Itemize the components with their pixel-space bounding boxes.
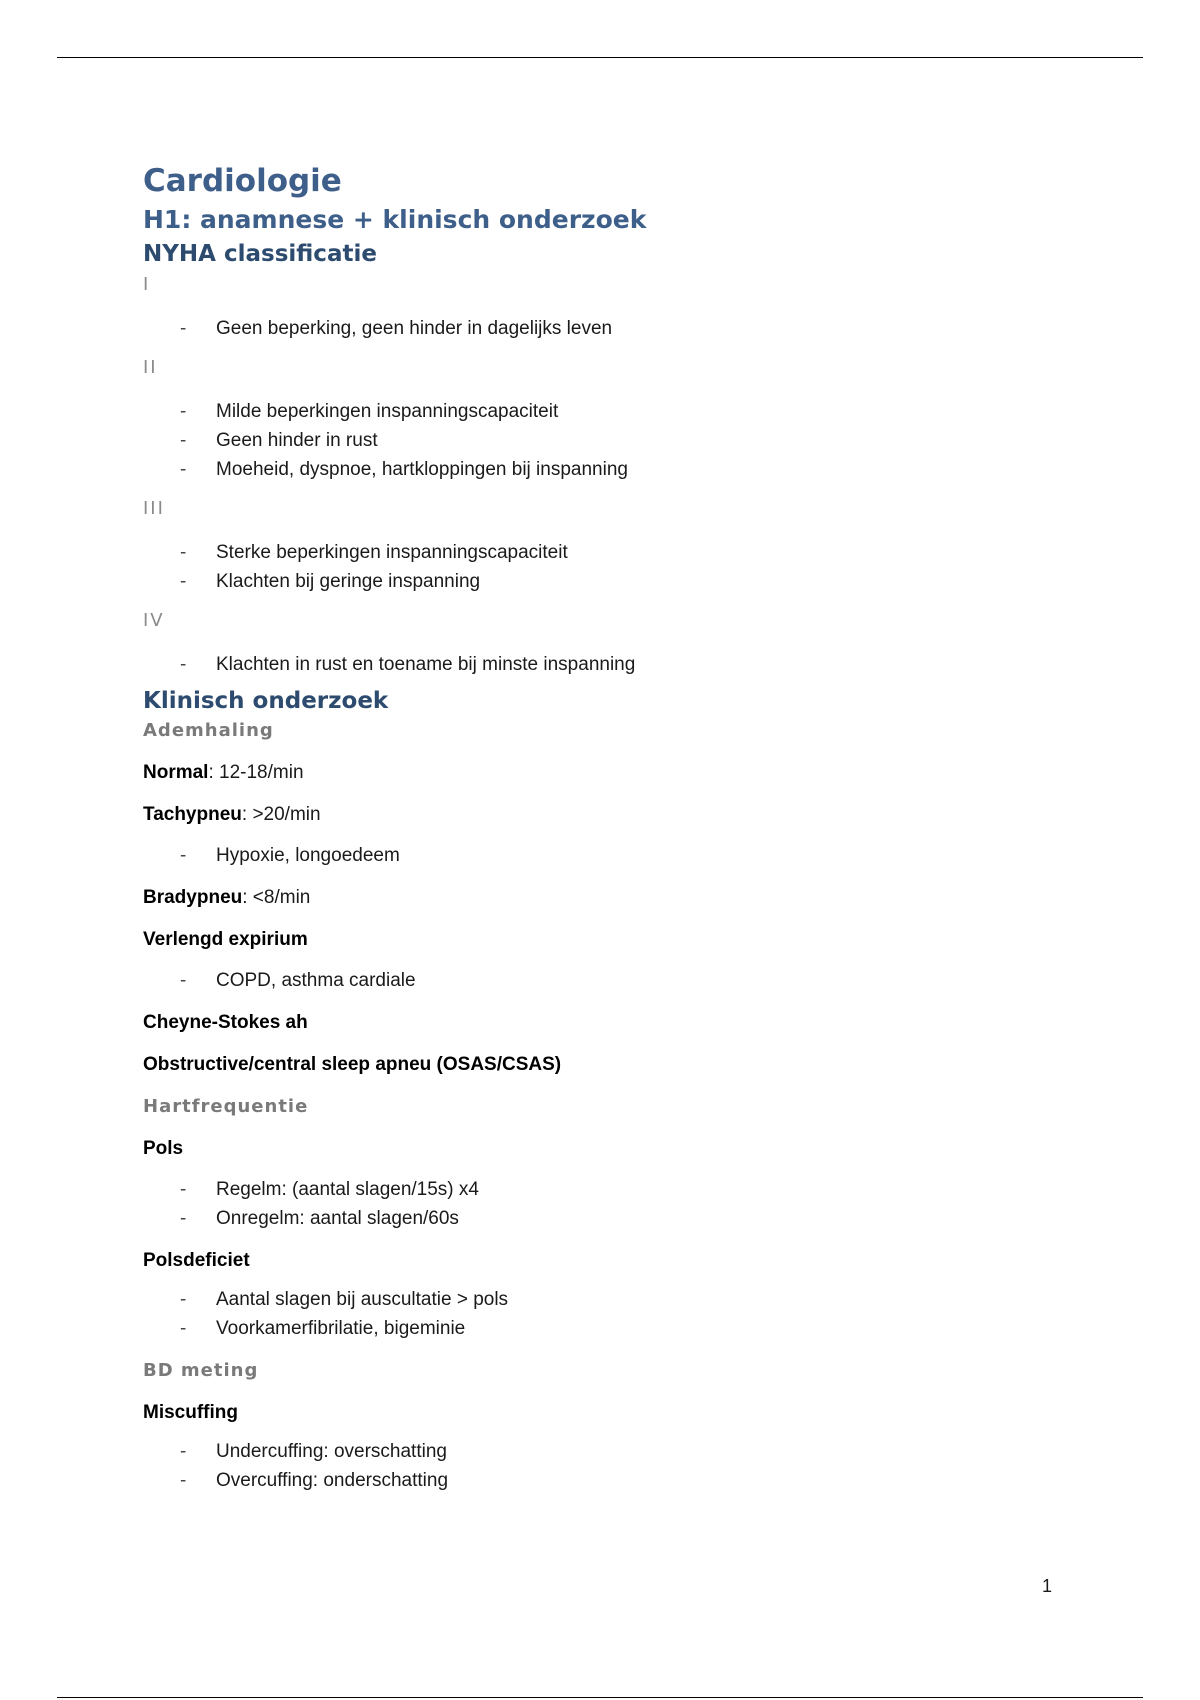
dash-marker: - [180, 1470, 187, 1491]
list-item: - Milde beperkingen inspanningscapaciteit [143, 397, 1063, 426]
polsdeficiet-list [143, 1285, 1063, 1343]
nyha-level-label: III [143, 498, 165, 519]
list-item: - Geen beperking, geen hinder in dagelijks leven [143, 314, 1063, 343]
list-item: - Onregelm: aantal slagen/60s [143, 1204, 1063, 1233]
list-item: - Aantal slagen bij auscultatie > pols [143, 1285, 1063, 1314]
dash-marker: - [180, 459, 187, 480]
list-item: - Voorkamerfibrilatie, bigeminie [143, 1314, 1063, 1343]
dash-marker: - [180, 1208, 187, 1229]
pols-line: Pols [143, 1138, 184, 1159]
list-item: - Geen hinder in rust [143, 426, 1063, 455]
miscuffing-list [143, 1437, 1063, 1495]
dash-marker: - [180, 970, 187, 991]
nyha-level-label: IV [143, 610, 165, 631]
dash-marker: - [180, 571, 187, 592]
tachypneu-line: Tachypneu: >20/min [143, 804, 321, 825]
dash-marker: - [180, 1441, 187, 1462]
list-item: - Sterke beperkingen inspanningscapaciteit [143, 538, 1063, 567]
nyha-level-list [143, 538, 1063, 596]
dash-marker: - [180, 542, 187, 563]
hartfrequentie-heading: Hartfrequentie [143, 1096, 309, 1117]
list-item: - Klachten bij geringe inspanning [143, 567, 1063, 596]
header-rule [57, 57, 1143, 58]
document-title: Cardiologie [143, 163, 342, 199]
miscuffing-line: Miscuffing [143, 1402, 238, 1423]
dash-marker: - [180, 401, 187, 422]
normal-line: Normal: 12-18/min [143, 762, 304, 783]
dash-marker: - [180, 654, 187, 675]
list-item: - COPD, asthma cardiale [143, 966, 1063, 995]
dash-marker: - [180, 1179, 187, 1200]
nyha-level-list [143, 650, 1063, 679]
nyha-level-list [143, 314, 1063, 343]
page-number: 1 [1042, 1576, 1053, 1596]
verlengd-list [143, 966, 1063, 995]
document-page [143, 160, 1063, 1495]
bradypneu-line: Bradypneu: <8/min [143, 887, 311, 908]
tachypneu-list [143, 841, 1063, 870]
dash-marker: - [180, 318, 187, 339]
chapter-heading: H1: anamnese + klinisch onderzoek [143, 205, 647, 234]
list-item: - Undercuffing: overschatting [143, 1437, 1063, 1466]
osas-line: Obstructive/central sleep apneu (OSAS/CSAS) [143, 1054, 562, 1075]
ademhaling-heading: Ademhaling [143, 720, 274, 741]
dash-marker: - [180, 845, 187, 866]
list-item: - Overcuffing: onderschatting [143, 1466, 1063, 1495]
nyha-heading: NYHA classificatie [143, 241, 377, 267]
pols-list [143, 1175, 1063, 1233]
dash-marker: - [180, 430, 187, 451]
list-item: - Moeheid, dyspnoe, hartkloppingen bij inspanning [143, 455, 1063, 484]
footer-rule [57, 1697, 1143, 1698]
list-item: - Klachten in rust en toename bij minste inspanning [143, 650, 1063, 679]
bd-meting-heading: BD meting [143, 1360, 259, 1381]
list-item: - Regelm: (aantal slagen/15s) x4 [143, 1175, 1063, 1204]
cheyne-stokes-line: Cheyne-Stokes ah [143, 1012, 308, 1033]
dash-marker: - [180, 1318, 187, 1339]
nyha-level-label: II [143, 357, 158, 378]
verlengd-line: Verlengd expirium [143, 929, 308, 950]
polsdeficiet-line: Polsdeficiet [143, 1250, 250, 1271]
nyha-level-label: I [143, 274, 151, 295]
dash-marker: - [180, 1289, 187, 1310]
list-item: - Hypoxie, longoedeem [143, 841, 1063, 870]
nyha-level-list [143, 397, 1063, 484]
klinisch-heading: Klinisch onderzoek [143, 688, 389, 714]
